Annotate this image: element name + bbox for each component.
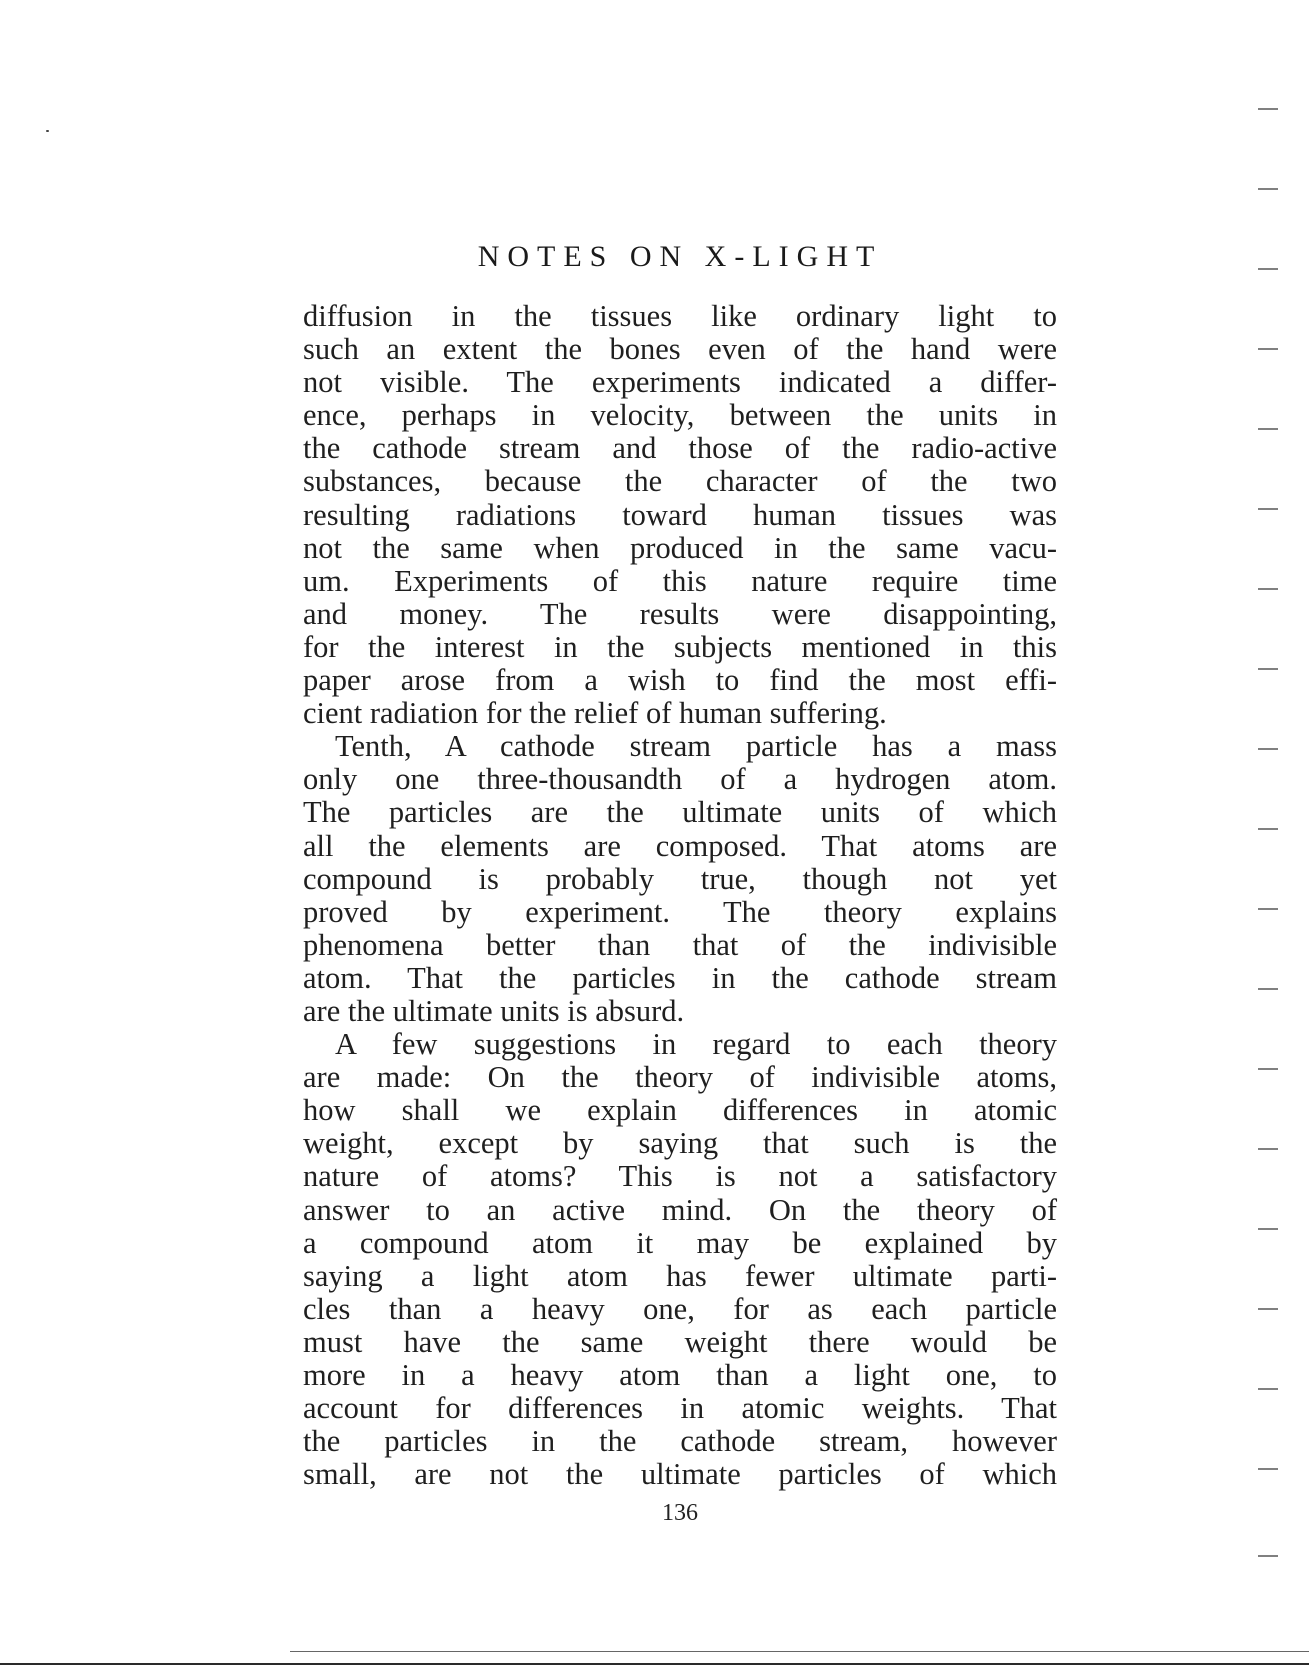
text-line: The particles are the ultimate units of which <box>303 795 1057 830</box>
margin-tick <box>1258 1228 1278 1230</box>
text-line: compound is probably true, though not yet <box>303 861 1057 896</box>
text-line: Tenth, A cathode stream particle has a mass <box>335 729 1057 764</box>
text-line: phenomena better than that of the indivisible <box>303 927 1057 962</box>
text-line: cient radiation for the relief of human suffering. <box>303 696 887 731</box>
text-line: cles than a heavy one, for as each particle <box>303 1291 1057 1326</box>
text-line: small, are not the ultimate particles of which <box>303 1457 1057 1492</box>
margin-tick <box>1258 668 1278 670</box>
text-line: answer to an active mind. On the theory of <box>303 1192 1057 1227</box>
margin-tick <box>1258 428 1278 430</box>
text-line: the cathode stream and those of the radio-active <box>303 431 1057 466</box>
margin-tick <box>1258 268 1278 270</box>
text-line: only one three-thousandth of a hydrogen atom. <box>303 762 1057 797</box>
text-line: a compound atom it may be explained by <box>303 1225 1057 1260</box>
text-line: proved by experiment. The theory explains <box>303 894 1057 929</box>
text-line: um. Experiments of this nature require time <box>303 563 1057 598</box>
margin-tick <box>1258 1308 1278 1310</box>
text-line: nature of atoms? This is not a satisfactory <box>303 1159 1057 1194</box>
page-number: 136 <box>662 1500 698 1526</box>
scan-edge-line <box>0 1663 1309 1665</box>
running-head: NOTES ON X-LIGHT <box>477 240 883 273</box>
margin-tick <box>1258 1068 1278 1070</box>
margin-tick <box>1258 908 1278 910</box>
margin-tick <box>1258 1555 1278 1557</box>
margin-tick <box>1258 1148 1278 1150</box>
text-line: saying a light atom has fewer ultimate parti- <box>303 1258 1057 1293</box>
text-line: paper arose from a wish to find the most effi- <box>303 663 1057 698</box>
margin-tick <box>1258 188 1278 190</box>
text-line: resulting radiations toward human tissues was <box>303 497 1057 532</box>
text-line: account for differences in atomic weights. That <box>303 1391 1057 1426</box>
text-line: are made: On the theory of indivisible atoms, <box>303 1060 1057 1095</box>
text-line: A few suggestions in regard to each theory <box>335 1027 1057 1062</box>
scan-edge-line <box>290 1651 1309 1652</box>
text-line: such an extent the bones even of the hand were <box>303 332 1057 367</box>
scan-speck <box>46 130 49 132</box>
margin-tick <box>1258 108 1278 110</box>
text-line: the particles in the cathode stream, however <box>303 1424 1057 1459</box>
text-line: substances, because the character of the two <box>303 464 1057 499</box>
text-line: must have the same weight there would be <box>303 1324 1057 1359</box>
text-line: diffusion in the tissues like ordinary light to <box>303 299 1057 333</box>
text-line: more in a heavy atom than a light one, to <box>303 1358 1057 1392</box>
text-line: not the same when produced in the same vacu- <box>303 530 1057 565</box>
text-line: all the elements are composed. That atoms are <box>303 828 1057 863</box>
margin-tick <box>1258 988 1278 990</box>
body-text <box>303 300 1057 1491</box>
text-line: how shall we explain differences in atomic <box>303 1093 1057 1128</box>
text-line: weight, except by saying that such is the <box>303 1126 1057 1161</box>
text-line: atom. That the particles in the cathode stream <box>303 960 1057 995</box>
margin-tick <box>1258 508 1278 510</box>
margin-tick <box>1258 1388 1278 1390</box>
text-line: are the ultimate units is absurd. <box>303 993 685 1028</box>
text-line: for the interest in the subjects mentioned in this <box>303 629 1057 664</box>
text-line: and money. The results were disappointing, <box>303 596 1057 631</box>
margin-tick <box>1258 348 1278 350</box>
text-line: not visible. The experiments indicated a differ- <box>303 365 1057 400</box>
margin-tick <box>1258 1468 1278 1470</box>
margin-tick <box>1258 588 1278 590</box>
margin-tick <box>1258 748 1278 750</box>
margin-tick <box>1258 828 1278 830</box>
text-line: ence, perhaps in velocity, between the units in <box>303 398 1057 433</box>
